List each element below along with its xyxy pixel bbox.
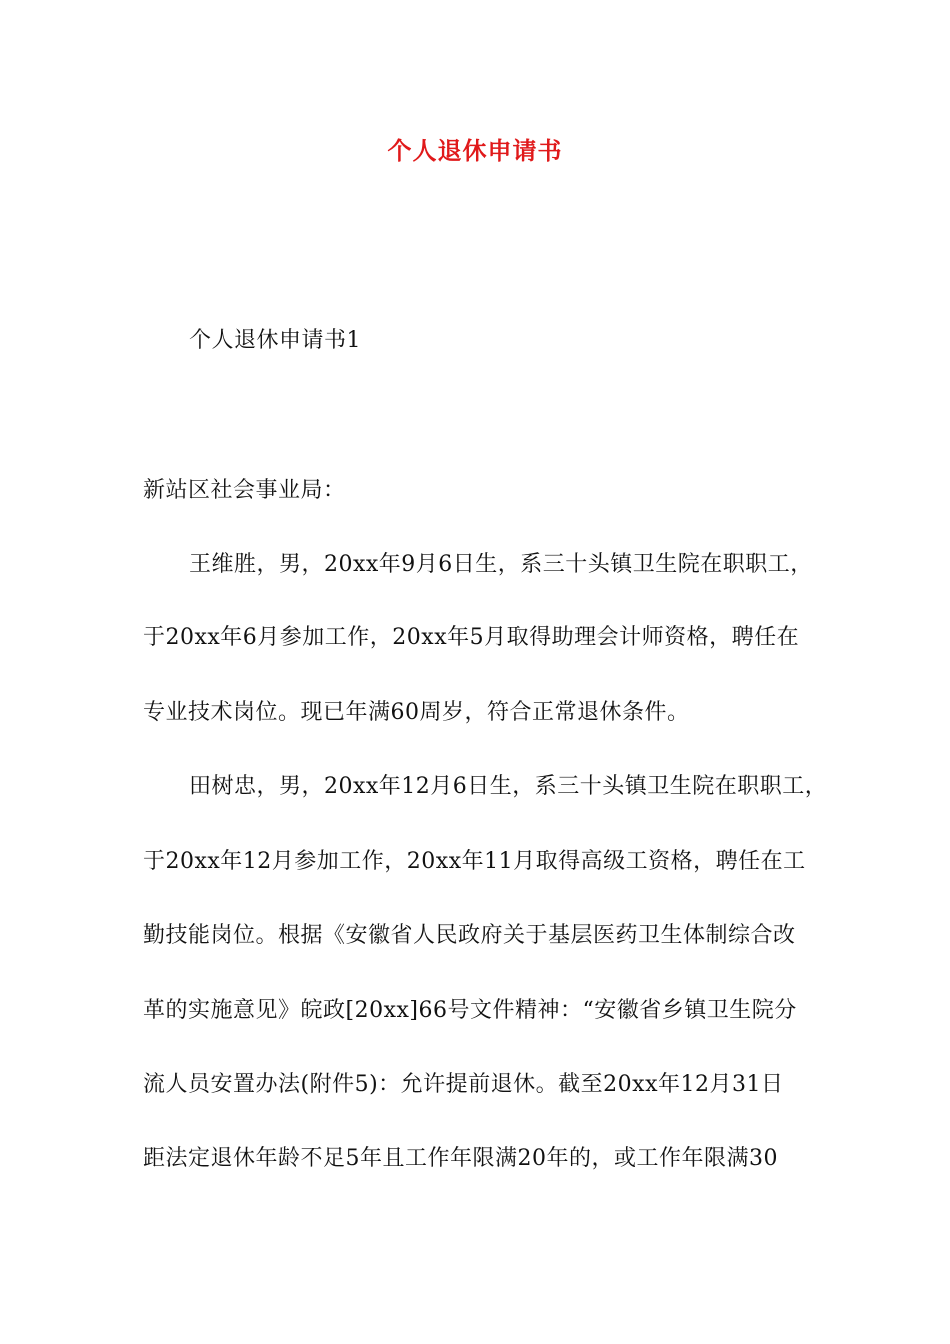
paragraph-line: 距法定退休年龄不足5年且工作年限满20年的，或工作年限满30 xyxy=(143,1146,778,1171)
paragraph-line: 专业技术岗位。现已年满60周岁，符合正常退休条件。 xyxy=(143,700,690,725)
paragraph-line: 流人员安置办法(附件5)：允许提前退休。截至20xx年12月31日 xyxy=(143,1072,784,1097)
document-title: 个人退休申请书 xyxy=(387,136,563,165)
paragraph-line: 田树忠，男，20xx年12月6日生，系三十头镇卫生院在职职工， xyxy=(189,774,828,799)
salutation: 新站区社会事业局： xyxy=(143,478,346,503)
paragraph-line: 于20xx年12月参加工作，20xx年11月取得高级工资格，聘任在工 xyxy=(143,849,806,874)
paragraph-line: 革的实施意见》皖政[20xx]66号文件精神：“安徽省乡镇卫生院分 xyxy=(143,998,797,1023)
paragraph-line: 王维胜，男，20xx年9月6日生，系三十头镇卫生院在职职工， xyxy=(189,552,813,577)
document-subtitle: 个人退休申请书1 xyxy=(189,328,361,353)
paragraph-line: 勤技能岗位。根据《安徽省人民政府关于基层医药卫生体制综合改 xyxy=(143,923,796,948)
paragraph-line: 于20xx年6月参加工作，20xx年5月取得助理会计师资格，聘任在 xyxy=(143,625,800,650)
